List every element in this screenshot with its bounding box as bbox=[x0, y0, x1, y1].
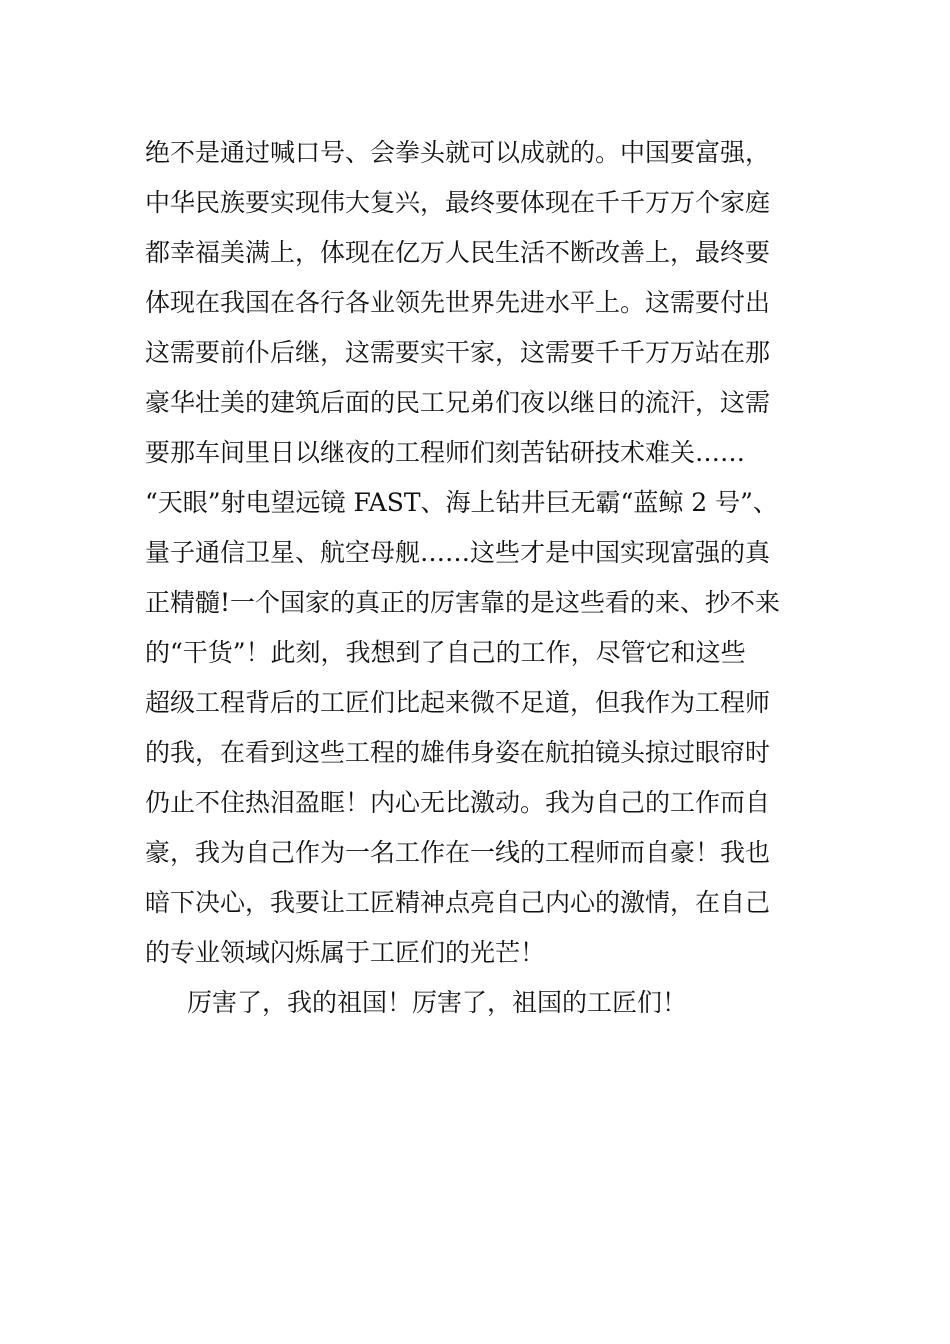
paragraph-line: 豪华壮美的建筑后面的民工兄弟们夜以继日的流汗，这需 bbox=[145, 388, 771, 417]
paragraph-line: 绝不是通过喊口号、会拳头就可以成就的。中国要富强， bbox=[145, 138, 771, 167]
closing-paragraph: 厉害了，我的祖国！厉害了，祖国的工匠们！ bbox=[187, 988, 688, 1017]
paragraph-line: 的“干货”！此刻，我想到了自己的工作，尽管它和这些 bbox=[145, 638, 746, 667]
paragraph-line: 中华民族要实现伟大复兴，最终要体现在千千万万个家庭 bbox=[145, 188, 771, 217]
paragraph-line: 仍止不住热泪盈眶！内心无比激动。我为自己的工作而自 bbox=[145, 788, 771, 817]
paragraph-line: 要那车间里日以继夜的工程师们刻苦钻研技术难关…… bbox=[145, 438, 746, 467]
paragraph-line: 的专业领域闪烁属于工匠们的光芒！ bbox=[145, 938, 546, 967]
paragraph-line: 豪，我为自己作为一名工作在一线的工程师而自豪！我也 bbox=[145, 838, 771, 867]
paragraph-line: 这需要前仆后继，这需要实干家，这需要千千万万站在那 bbox=[145, 338, 771, 367]
paragraph-line: 都幸福美满上，体现在亿万人民生活不断改善上，最终要 bbox=[145, 238, 771, 267]
paragraph-line: 体现在我国在各行各业领先世界先进水平上。这需要付出 bbox=[145, 288, 771, 317]
paragraph-line: 正精髓!一个国家的真正的厉害靠的是这些看的来、抄不来 bbox=[145, 588, 781, 617]
paragraph-line: 暗下决心，我要让工匠精神点亮自己内心的激情，在自己 bbox=[145, 888, 771, 917]
paragraph-line: “天眼”射电望远镜 FAST、海上钻井巨无霸“蓝鲸 2 号”、 bbox=[145, 488, 778, 517]
paragraph-line: 超级工程背后的工匠们比起来微不足道，但我作为工程师 bbox=[145, 688, 771, 717]
paragraph-line: 的我，在看到这些工程的雄伟身姿在航拍镜头掠过眼帘时 bbox=[145, 738, 771, 767]
document-body bbox=[145, 128, 825, 1028]
paragraph-line: 量子通信卫星、航空母舰……这些才是中国实现富强的真 bbox=[145, 538, 771, 567]
